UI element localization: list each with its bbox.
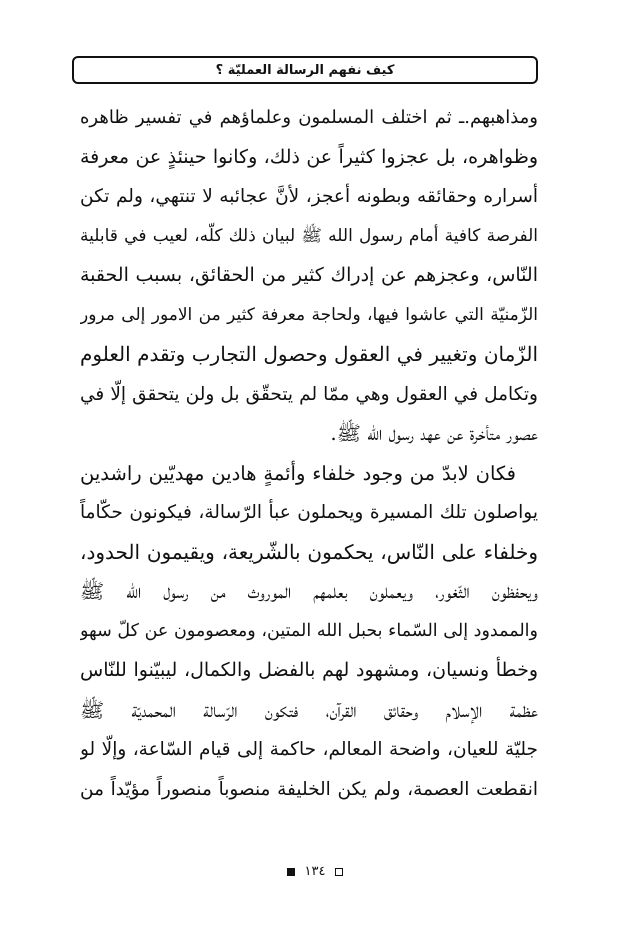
text-line: الزّمان وتغيير في العقول وحصول التجارب وتقدم العلوم: [80, 342, 538, 366]
text-line: أسراره وحقائقه وبطونه أعجز، لأنَّ عجائبه لا تنتهي، ولم تكن: [80, 186, 538, 207]
text-line: وخلفاء على النّاس، يحكمون بالشّريعة، ويقيمون الحدود،: [80, 539, 538, 564]
header-title: كيف نفهم الرسالة العمليّة ؟: [215, 62, 395, 78]
body-text: [80, 98, 538, 809]
text-line: ومذاهبهم.ـ ثم اختلف المسلمون وعلماؤهم في تفسير ظاهره: [80, 107, 538, 128]
text-line: عظمة الإسلام وحقائق القرآن، فتكون الرّسالة المحمديّة ﷺ: [80, 697, 538, 722]
text-line: فكان لابدّ من وجود خلفاء وأئمةٍ هادين مهديّين راشدين: [80, 461, 516, 485]
text-line: وتكامل في العقول وهي ممّا لم يتحقّق بل ولن يتحقق إلّا في: [80, 383, 538, 405]
filled-square-icon: [287, 868, 295, 876]
page-number: ١٣٤: [304, 864, 326, 879]
text-line: وظواهره، بل عجزوا كثيراً عن ذلك، وكانوا حينئذٍ عن معرفة: [80, 145, 538, 168]
text-line: جليّة للعيان، واضحة المعالم، حاكمة إلى قيام السّاعة، وإلّا لو: [80, 739, 538, 760]
text-line: الفرصة كافية أمام رسول الله ﷺ لبيان ذلك كلّه، لعيب في قابلية: [80, 225, 538, 246]
empty-square-icon: [335, 868, 343, 876]
running-header: [72, 56, 538, 84]
text-line: ويحفظون الثّغور، ويعملون بعلمهم الموروث من رسول الله ﷺ: [80, 579, 538, 603]
text-line: يواصلون تلك المسيرة ويحملون عبأ الرّسالة، فيكونون حكّاماً: [80, 502, 538, 523]
text-line: عصور متأخرة عن عهد رسول الله ﷺ.: [330, 421, 538, 445]
text-line: والممدود إلى السّماء بحبل الله المتين، ومعصومون عن كلّ سهو: [80, 620, 538, 641]
text-line: النّاس، وعجزهم عن إدراك كثير من الحقائق، بسبب الحقبة: [80, 264, 538, 286]
page-footer: [0, 864, 630, 879]
text-line: الزّمنيّة التي عاشوا فيها، ولحاجة معرفة كثير من الامور إلى مرور: [80, 304, 538, 325]
text-line: انقطعت العصمة، ولم يكن الخليفة منصوباً منصوراً مؤيّداً من: [80, 778, 538, 800]
text-line: وخطأ ونسيان، ومشهود لهم بالفضل والكمال، ليبيّنوا للنّاس: [80, 659, 538, 681]
